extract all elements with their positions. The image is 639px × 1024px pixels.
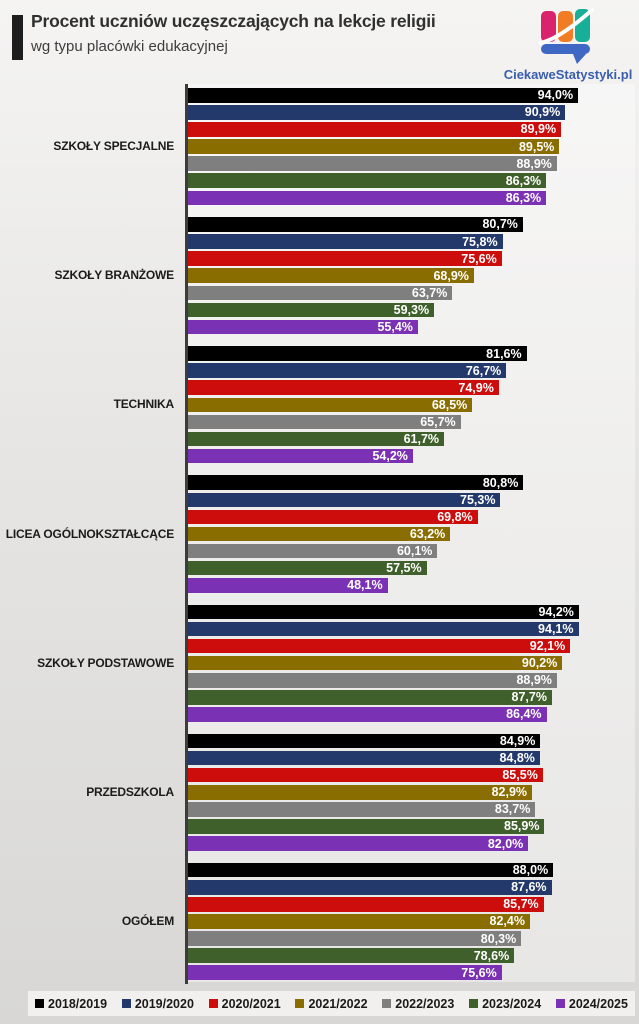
bar-value-label: 86,3%: [505, 173, 542, 188]
legend-swatch: [122, 999, 131, 1008]
legend-swatch: [35, 999, 44, 1008]
bar-value-label: 90,9%: [524, 105, 561, 120]
legend-item: [209, 997, 281, 1011]
bar-value-label: 84,9%: [499, 734, 536, 748]
legend-swatch: [556, 999, 565, 1008]
bar: [188, 303, 434, 318]
legend-item: [35, 997, 107, 1011]
bar: [188, 836, 528, 851]
legend-swatch: [469, 999, 478, 1008]
bar-value-label: 94,2%: [538, 604, 574, 619]
chart-legend: [28, 991, 635, 1016]
bar: [188, 493, 500, 508]
bar-value-label: 59,3%: [393, 302, 430, 317]
category-bars: [188, 88, 639, 205]
bar-value-label: 68,5%: [431, 397, 468, 412]
bar-value-label: 76,7%: [465, 363, 502, 378]
bar: [188, 234, 503, 249]
bar: [188, 398, 472, 413]
bar-value-label: 75,6%: [461, 251, 497, 266]
bar: [188, 673, 557, 688]
bar-value-label: 48,1%: [347, 578, 383, 593]
bar-value-label: 63,7%: [411, 285, 448, 300]
title-accent-bar: [12, 15, 23, 60]
bar: [188, 897, 544, 912]
category-label: PRZEDSZKOLA: [86, 784, 174, 799]
legend-label: 2023/2024: [482, 996, 542, 1011]
bar-value-label: 94,0%: [537, 88, 574, 103]
bar: [188, 415, 461, 430]
bar: [188, 931, 521, 946]
bar: [188, 432, 444, 447]
bar-value-label: 63,2%: [409, 527, 446, 541]
category-label: TECHNIKA: [113, 397, 174, 412]
bar-value-label: 78,6%: [473, 948, 510, 963]
bar-value-label: 88,9%: [516, 673, 552, 688]
bar: [188, 734, 540, 749]
legend-label: 2021/2022: [308, 996, 368, 1011]
category-label: SZKOŁY SPECJALNE: [53, 139, 174, 154]
legend-label: 2018/2019: [48, 996, 108, 1011]
bar-value-label: 83,7%: [494, 802, 531, 817]
bar-value-label: 61,7%: [403, 432, 440, 447]
bar: [188, 363, 506, 378]
category-label: OGÓŁEM: [121, 913, 174, 928]
bar-value-label: 60,1%: [396, 544, 433, 559]
bar-value-label: 80,3%: [480, 931, 517, 946]
category-group: [0, 346, 639, 463]
bar: [188, 561, 427, 576]
bar-value-label: 82,0%: [487, 836, 524, 851]
bar-value-label: 89,5%: [518, 139, 555, 154]
bar-value-label: 89,9%: [520, 122, 557, 137]
bar-value-label: 81,6%: [486, 346, 522, 361]
category-bars: [188, 734, 639, 851]
bar-value-label: 94,1%: [538, 621, 574, 636]
category-group: [0, 217, 639, 334]
legend-swatch: [295, 999, 304, 1008]
bar: [188, 578, 388, 593]
bar-value-label: 75,8%: [462, 234, 498, 249]
bar: [188, 802, 535, 817]
bar-value-label: 75,6%: [461, 965, 497, 980]
bar-value-label: 85,7%: [503, 897, 539, 912]
bar-value-label: 82,9%: [491, 785, 528, 800]
bar: [188, 965, 502, 980]
category-group: [0, 863, 639, 980]
category-label: SZKOŁY BRANŻOWE: [54, 268, 174, 283]
bar: [188, 690, 552, 705]
bar: [188, 286, 452, 301]
bar: [188, 475, 523, 490]
bar-value-label: 87,7%: [511, 690, 547, 705]
bar: [188, 217, 523, 232]
bar-value-label: 88,9%: [516, 156, 552, 171]
legend-item: [469, 997, 541, 1011]
bar: [188, 863, 553, 878]
bar: [188, 88, 578, 103]
bar-value-label: 75,3%: [460, 492, 496, 507]
bar-value-label: 82,4%: [489, 914, 525, 929]
bar-chart-speech-bubble-icon: [502, 7, 634, 65]
bar-value-label: 85,5%: [502, 768, 538, 783]
bar: [188, 105, 565, 120]
legend-label: 2019/2020: [134, 996, 194, 1011]
ciekawestatystyki-logo: [502, 7, 634, 82]
category-bars: [188, 346, 639, 463]
bar: [188, 139, 559, 154]
category-bars: [188, 475, 639, 592]
bar: [188, 527, 450, 542]
bar: [188, 191, 546, 206]
legend-swatch: [382, 999, 391, 1008]
logo-text: CiekaweStatystyki.pl: [503, 67, 633, 82]
bar-value-label: 55,4%: [377, 320, 413, 334]
bar-value-label: 87,6%: [511, 880, 547, 895]
bar-value-label: 80,8%: [482, 475, 519, 490]
bar: [188, 751, 540, 766]
bar: [188, 251, 502, 266]
bar-chart: [0, 88, 639, 980]
bar-value-label: 57,5%: [386, 561, 422, 576]
bar: [188, 785, 532, 800]
bar: [188, 948, 514, 963]
legend-label: 2022/2023: [395, 996, 455, 1011]
bar: [188, 768, 543, 783]
bar-value-label: 54,2%: [372, 449, 408, 464]
bar-value-label: 86,3%: [505, 190, 542, 205]
bar: [188, 346, 527, 361]
bar: [188, 380, 499, 395]
bar: [188, 268, 474, 283]
bar: [188, 449, 413, 464]
bar: [188, 510, 478, 525]
legend-label: 2020/2021: [221, 996, 281, 1011]
legend-item: [382, 997, 454, 1011]
category-bars: [188, 217, 639, 334]
bar-value-label: 84,8%: [499, 751, 535, 766]
legend-item: [556, 997, 628, 1011]
category-group: [0, 734, 639, 851]
category-group: [0, 605, 639, 722]
category-bars: [188, 863, 639, 980]
bar: [188, 656, 562, 671]
bar-value-label: 88,0%: [512, 863, 549, 878]
legend-item: [295, 997, 367, 1011]
category-group: [0, 475, 639, 592]
category-group: [0, 88, 639, 205]
bar: [188, 320, 418, 335]
bar: [188, 544, 437, 559]
bar: [188, 156, 557, 171]
bar: [188, 880, 552, 895]
bar: [188, 122, 561, 137]
bar: [188, 914, 530, 929]
bar-value-label: 80,7%: [482, 217, 518, 232]
bar: [188, 707, 547, 722]
bar-value-label: 85,9%: [504, 819, 540, 834]
page-title: Procent uczniów uczęszczających na lekcje religii: [31, 11, 436, 31]
bar: [188, 819, 544, 834]
bar-value-label: 90,2%: [521, 656, 558, 671]
legend-swatch: [209, 999, 218, 1008]
bar: [188, 605, 579, 620]
legend-label: 2024/2025: [568, 996, 628, 1011]
bar-value-label: 74,9%: [458, 380, 494, 395]
category-label: LICEA OGÓLNOKSZTAŁCĄCE: [5, 526, 174, 541]
category-bars: [188, 605, 639, 722]
bar: [188, 639, 570, 654]
bar-value-label: 86,4%: [506, 707, 542, 722]
bar: [188, 622, 579, 637]
bar-value-label: 65,7%: [420, 414, 456, 429]
category-label: SZKOŁY PODSTAWOWE: [37, 655, 174, 670]
bar-value-label: 68,9%: [433, 268, 469, 283]
bar-value-label: 69,8%: [437, 509, 473, 524]
bar-value-label: 92,1%: [529, 639, 566, 654]
bar: [188, 173, 546, 188]
page-subtitle: wg typu placówki edukacyjnej: [31, 38, 228, 55]
legend-item: [122, 997, 194, 1011]
